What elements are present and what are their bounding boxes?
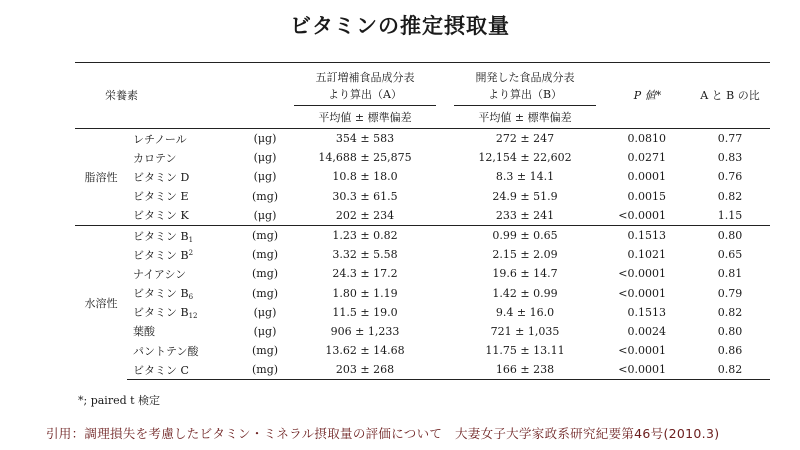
p-value: <0.0001 <box>605 360 690 380</box>
value-b: 166 ± 238 <box>445 360 605 380</box>
p-value: 0.0001 <box>627 170 666 184</box>
nutrient-name: パントテン酸 <box>133 344 199 358</box>
value-b: 8.3 ± 14.1 <box>495 170 555 184</box>
category-label: 脂溶性 <box>75 129 127 226</box>
value-b: 1.42 ± 0.99 <box>492 286 558 300</box>
nutrient-name: ビタミン $B_1$ <box>127 225 245 245</box>
header-col-b-sub: 平均値 ± 標準偏差 <box>478 110 572 124</box>
table-row <box>75 360 770 380</box>
p-value: <0.0001 <box>618 344 666 358</box>
ratio-value: 0.80 <box>690 225 770 245</box>
unit-cell: (μg) <box>245 129 285 149</box>
value-a: 13.62 ± 14.68 <box>325 344 405 358</box>
value-a: 14,688 ± 25,875 <box>318 151 412 165</box>
p-value: 0.1513 <box>627 305 666 319</box>
value-a: 906 ± 1,233 <box>330 324 400 338</box>
ratio-value: 0.80 <box>717 324 743 338</box>
ratio-value: 0.65 <box>717 248 743 262</box>
table-row <box>75 167 770 186</box>
table-row <box>75 225 770 245</box>
p-value: 0.0810 <box>605 129 690 149</box>
unit-cell: (mg) <box>251 248 279 262</box>
value-b: 721 ± 1,035 <box>490 324 560 338</box>
unit-cell: (mg) <box>251 267 279 281</box>
value-a: 3.32 ± 5.58 <box>332 248 398 262</box>
header-col-a-sub: 平均値 ± 標準偏差 <box>318 110 412 124</box>
header-ratio: A と B の比 <box>700 89 760 102</box>
unit-cell: (μg) <box>253 208 277 222</box>
value-a: 24.3 ± 17.2 <box>332 267 398 281</box>
value-a: 30.3 ± 61.5 <box>332 189 398 203</box>
unit-cell: (μg) <box>253 151 277 165</box>
nutrient-name: ビタミン $B_{12}$ <box>133 306 198 321</box>
nutrient-name: カロテン <box>133 151 177 165</box>
header-nutrient: 栄養素 <box>105 89 138 102</box>
p-value: <0.0001 <box>618 286 666 300</box>
header-col-b-line2: より算出（B） <box>454 86 596 106</box>
unit-cell: (μg) <box>253 324 277 338</box>
table-row <box>75 187 770 206</box>
header-col-b <box>445 63 605 107</box>
value-a: 11.5 ± 19.0 <box>332 305 398 319</box>
category-label: 水溶性 <box>75 225 127 380</box>
table-row <box>75 206 770 226</box>
ratio-value: 0.83 <box>717 151 743 165</box>
value-b: 0.99 ± 0.65 <box>445 225 605 245</box>
vitamin-intake-table <box>75 62 770 380</box>
table-row <box>75 129 770 149</box>
value-b: 2.15 ± 2.09 <box>492 248 558 262</box>
ratio-value: 0.76 <box>717 170 743 184</box>
ratio-value: 0.77 <box>690 129 770 149</box>
value-b: 11.75 ± 13.11 <box>485 344 565 358</box>
p-value: 0.0015 <box>627 189 666 203</box>
table-row <box>75 245 770 264</box>
nutrient-name: ビタミン $B_6$ <box>133 287 194 302</box>
table-row <box>75 264 770 283</box>
table-row <box>75 322 770 341</box>
ratio-value: 0.86 <box>717 344 743 358</box>
ratio-value: 0.82 <box>717 305 743 319</box>
unit-cell: (μg) <box>253 305 277 319</box>
value-a: 1.80 ± 1.19 <box>332 286 398 300</box>
value-b: 19.6 ± 14.7 <box>492 267 558 281</box>
ratio-value: 0.82 <box>717 189 743 203</box>
value-a: 10.8 ± 18.0 <box>332 170 398 184</box>
citation: 引用：調理損失を考慮したビタミン・ミネラル摂取量の評価について 大妻女子大学家政系研究紀要第46号(2010.3) <box>46 426 720 441</box>
value-a: 354 ± 583 <box>285 129 445 149</box>
p-value: 0.1513 <box>605 225 690 245</box>
ratio-value: 0.81 <box>717 267 743 281</box>
value-a: 1.23 ± 0.82 <box>285 225 445 245</box>
value-b: 272 ± 247 <box>445 129 605 149</box>
nutrient-name: ビタミン D <box>133 170 190 184</box>
header-p-value <box>605 63 690 129</box>
table-row <box>75 303 770 322</box>
page-title: ビタミンの推定摂取量 <box>290 14 510 38</box>
nutrient-name: ビタミン C <box>127 360 245 380</box>
p-value: <0.0001 <box>618 267 666 281</box>
ratio-value: 0.79 <box>717 286 743 300</box>
table-row <box>75 284 770 303</box>
p-value: <0.0001 <box>618 208 666 222</box>
header-col-b-line1: 開発した食品成分表 <box>475 71 575 84</box>
value-b: 24.9 ± 51.9 <box>492 189 558 203</box>
unit-cell: (μg) <box>253 170 277 184</box>
p-value: 0.1021 <box>627 248 666 262</box>
value-b: 233 ± 241 <box>495 208 555 222</box>
header-p-value-label: P 値* <box>633 89 662 102</box>
footnote: *; paired t 検定 <box>78 394 161 407</box>
unit-cell: (mg) <box>245 360 285 380</box>
p-value: 0.0024 <box>627 324 666 338</box>
nutrient-name: 葉酸 <box>133 325 155 339</box>
unit-cell: (mg) <box>251 286 279 300</box>
header-col-a-line2: より算出（A） <box>294 86 436 106</box>
header-col-a <box>285 63 445 107</box>
nutrient-name: ビタミン $B^2$ <box>133 248 194 262</box>
nutrient-name: レチノール <box>127 129 245 149</box>
nutrient-name: ビタミン E <box>133 190 189 204</box>
p-value: 0.0271 <box>627 151 666 165</box>
unit-cell: (mg) <box>251 344 279 358</box>
ratio-value: 1.15 <box>717 208 743 222</box>
header-col-a-line1: 五訂増補食品成分表 <box>315 71 415 84</box>
table-row <box>75 148 770 167</box>
value-a: 202 ± 234 <box>335 208 395 222</box>
nutrient-name: ビタミン K <box>133 209 189 223</box>
value-b: 9.4 ± 16.0 <box>495 305 555 319</box>
ratio-value: 0.82 <box>690 360 770 380</box>
value-b: 12,154 ± 22,602 <box>478 151 572 165</box>
value-a: 203 ± 268 <box>285 360 445 380</box>
unit-cell: (mg) <box>245 225 285 245</box>
unit-cell: (mg) <box>251 189 279 203</box>
nutrient-name: ナイアシン <box>133 267 187 281</box>
table-row <box>75 341 770 360</box>
